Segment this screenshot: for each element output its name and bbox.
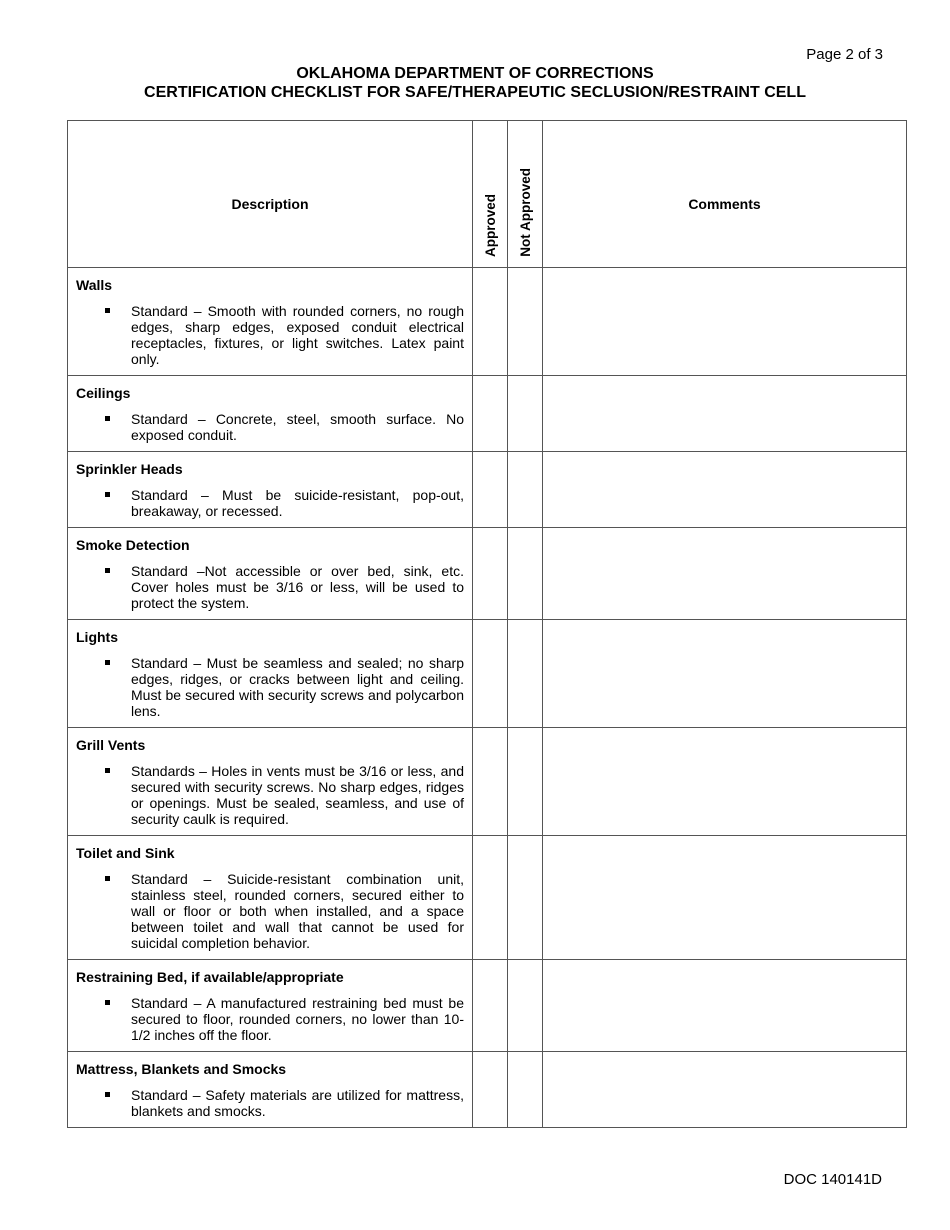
item-title: Restraining Bed, if available/appropriate [76,969,344,985]
not-approved-cell[interactable] [508,528,543,620]
standard-text: Standard – Must be suicide-resistant, pop-out, breakaway, or recessed. [131,487,464,519]
comments-cell[interactable] [543,452,907,528]
standard-bullet [76,1087,464,1119]
bullet-icon [105,492,110,497]
bullet-icon [105,568,110,573]
comments-cell[interactable] [543,376,907,452]
description-cell [68,728,473,836]
standard-bullet [76,871,464,951]
document-title [0,64,950,102]
standard-text: Standard – Suicide-resistant combination unit, stainless steel, rounded corners, secured either to wall or floor or both when installed, and a space between toilet and wall that cannot be used for suicidal completion behavior. [131,871,464,951]
standard-bullet [76,303,464,367]
table-row [68,836,907,960]
not-approved-cell[interactable] [508,268,543,376]
comments-header: Comments [543,121,907,268]
header-row [68,121,907,268]
table-row [68,376,907,452]
comments-cell[interactable] [543,728,907,836]
description-cell [68,836,473,960]
bullet-icon [105,416,110,421]
approved-cell[interactable] [473,620,508,728]
table-row [68,268,907,376]
description-cell [68,376,473,452]
table-row [68,528,907,620]
not-approved-cell[interactable] [508,836,543,960]
not-approved-cell[interactable] [508,960,543,1052]
approved-cell[interactable] [473,268,508,376]
not-approved-cell[interactable] [508,728,543,836]
bullet-icon [105,876,110,881]
page-number: Page 2 of 3 [806,46,883,63]
comments-cell[interactable] [543,960,907,1052]
comments-cell[interactable] [543,1052,907,1128]
not-approved-header: Not Approved [508,121,543,268]
bullet-icon [105,1000,110,1005]
bullet-icon [105,1092,110,1097]
bullet-icon [105,308,110,313]
title-line-1: OKLAHOMA DEPARTMENT OF CORRECTIONS [296,65,654,82]
description-cell [68,268,473,376]
comments-cell[interactable] [543,836,907,960]
description-cell [68,620,473,728]
comments-cell[interactable] [543,620,907,728]
approved-cell[interactable] [473,452,508,528]
description-cell [68,528,473,620]
comments-cell[interactable] [543,528,907,620]
item-title: Mattress, Blankets and Smocks [76,1061,287,1077]
description-cell [68,1052,473,1128]
approved-cell[interactable] [473,960,508,1052]
not-approved-cell[interactable] [508,1052,543,1128]
standard-text: Standards – Holes in vents must be 3/16 or less, and secured with security screws. No sharp edges, ridges or openings. Must be sealed, seamless, and use of security caulk is required. [131,763,464,827]
standard-bullet [76,563,464,611]
item-title: Lights [76,629,118,645]
standard-bullet [76,995,464,1043]
description-cell [68,960,473,1052]
standard-bullet [76,487,464,519]
description-header: Description [68,121,473,268]
approved-cell[interactable] [473,1052,508,1128]
table-row [68,452,907,528]
comments-cell[interactable] [543,268,907,376]
checklist-rows [68,268,907,1128]
table-row [68,1052,907,1128]
not-approved-cell[interactable] [508,620,543,728]
approved-cell[interactable] [473,528,508,620]
title-line-2: CERTIFICATION CHECKLIST FOR SAFE/THERAPEUTIC SECLUSION/RESTRAINT CELL [144,84,806,101]
standard-text: Standard –Not accessible or over bed, sink, etc. Cover holes must be 3/16 or less, will be used to protect the system. [131,563,464,611]
standard-text: Standard – Concrete, steel, smooth surface. No exposed conduit. [131,411,464,443]
standard-text: Standard – Must be seamless and sealed; no sharp edges, ridges, or cracks between light and ceiling. Must be secured with security screws and polycarbon lens. [131,655,464,719]
table-row [68,960,907,1052]
item-title: Smoke Detection [76,537,190,553]
standard-bullet [76,763,464,827]
description-cell [68,452,473,528]
item-title: Toilet and Sink [76,845,175,861]
certification-checklist-table [67,120,907,1128]
table-row [68,620,907,728]
item-title: Walls [76,277,113,293]
standard-bullet [76,411,464,443]
standard-text: Standard – Smooth with rounded corners, no rough edges, sharp edges, exposed conduit electrical receptacles, fixtures, or light switches. Latex paint only. [131,303,464,367]
standard-bullet [76,655,464,719]
item-title: Ceilings [76,385,131,401]
bullet-icon [105,660,110,665]
bullet-icon [105,768,110,773]
approved-cell[interactable] [473,728,508,836]
not-approved-cell[interactable] [508,376,543,452]
table-row [68,728,907,836]
approved-cell[interactable] [473,836,508,960]
doc-number: DOC 140141D [783,1171,882,1188]
approved-header: Approved [473,121,508,268]
item-title: Sprinkler Heads [76,461,183,477]
standard-text: Standard – A manufactured restraining bed must be secured to floor, rounded corners, no lower than 10-1/2 inches off the floor. [131,995,464,1043]
not-approved-cell[interactable] [508,452,543,528]
approved-cell[interactable] [473,376,508,452]
standard-text: Standard – Safety materials are utilized for mattress, blankets and smocks. [131,1087,464,1119]
item-title: Grill Vents [76,737,146,753]
